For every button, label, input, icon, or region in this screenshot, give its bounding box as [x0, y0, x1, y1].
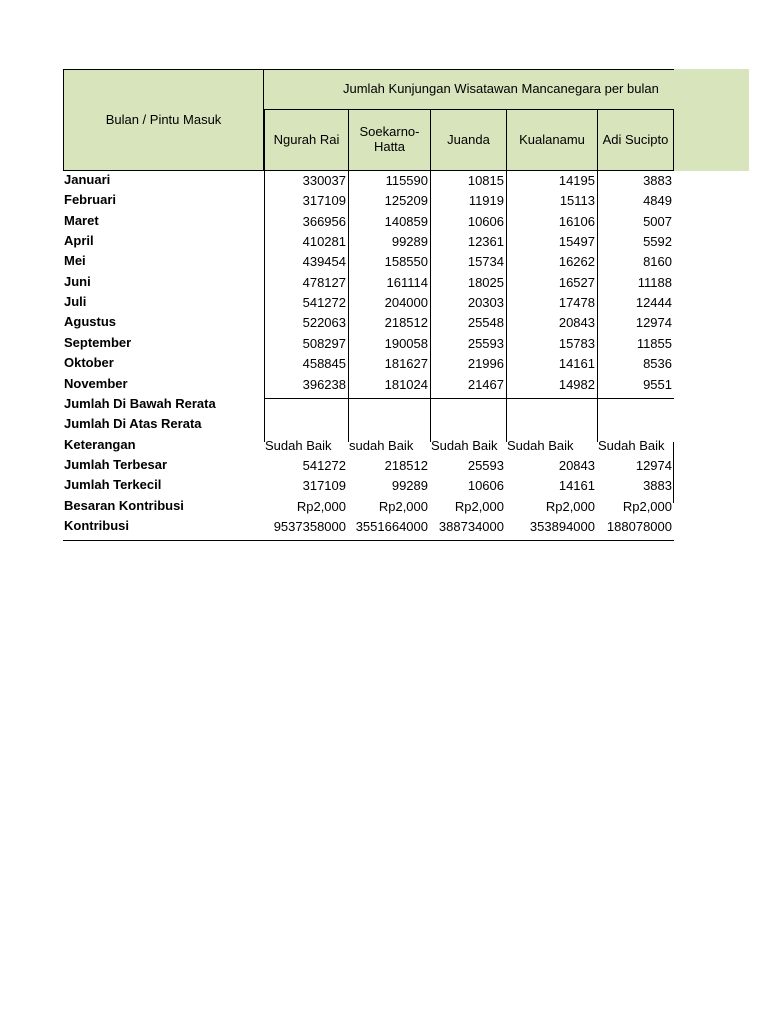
table-cell[interactable]: Rp2,000 [454, 498, 504, 514]
row-label[interactable]: Kontribusi [64, 517, 129, 533]
table-cell[interactable]: 12444 [635, 295, 672, 311]
table-cell[interactable]: 25548 [467, 315, 504, 331]
table-cell[interactable]: 115590 [385, 173, 428, 188]
table-cell[interactable]: 388734000 [438, 518, 504, 534]
table-cell[interactable]: 3883 [643, 478, 672, 494]
table-cell[interactable]: 9537358000 [273, 518, 346, 534]
table-cell[interactable]: Rp2,000 [622, 498, 672, 514]
table-cell[interactable]: 16262 [558, 254, 595, 270]
column-header-label: Soekarno- Hatta [359, 124, 420, 154]
table-cell[interactable]: 330037 [302, 173, 346, 188]
table-cell[interactable]: Rp2,000 [378, 498, 428, 514]
row-label-header: Bulan / Pintu Masuk [105, 112, 222, 127]
table-cell[interactable]: 317109 [302, 193, 346, 209]
row-label[interactable]: Keterangan [64, 436, 136, 452]
row-label[interactable]: Februari [64, 192, 117, 208]
table-cell[interactable]: 12974 [635, 457, 672, 473]
table-cell[interactable]: 161114 [386, 274, 428, 290]
table-cell[interactable]: 10606 [467, 213, 504, 229]
table-cell[interactable]: sudah Baik [349, 437, 414, 453]
table-cell[interactable]: 14982 [558, 376, 595, 392]
table-cell[interactable]: 181627 [384, 356, 428, 372]
row-label[interactable]: Jumlah Terbesar [64, 456, 168, 472]
table-cell[interactable]: 14161 [558, 356, 595, 372]
table-cell[interactable]: 16527 [558, 274, 595, 290]
table-cell[interactable]: 11919 [468, 193, 504, 209]
table-cell[interactable]: Rp2,000 [296, 498, 346, 514]
table-cell[interactable]: 158550 [384, 254, 428, 270]
table-cell[interactable]: 541272 [302, 295, 346, 311]
table-cell[interactable]: Sudah Baik [507, 437, 574, 453]
table-cell[interactable]: 458845 [302, 356, 346, 372]
table-cell[interactable]: 439454 [302, 254, 346, 270]
table-cell[interactable]: 204000 [384, 295, 428, 311]
table-cell[interactable]: 14195 [558, 173, 595, 188]
row-label[interactable]: Januari [64, 172, 111, 187]
table-cell[interactable]: Sudah Baik [598, 437, 665, 453]
table-cell[interactable]: 353894000 [529, 518, 595, 534]
table-cell[interactable]: 5007 [643, 213, 672, 229]
row-label[interactable]: Juni [64, 273, 91, 289]
table-cell[interactable]: 15783 [558, 335, 595, 351]
table-cell[interactable]: 99289 [391, 478, 428, 494]
column-header-label: Ngurah Rai [273, 132, 340, 147]
table-cell[interactable]: 317109 [302, 478, 346, 494]
table-cell[interactable]: 218512 [384, 457, 428, 473]
table-cell[interactable]: 5592 [643, 234, 672, 250]
table-cell[interactable]: 218512 [384, 315, 428, 331]
table-cell[interactable]: 15734 [467, 254, 504, 270]
grid-line [430, 398, 431, 442]
grid-line [597, 398, 598, 442]
table-cell[interactable]: Sudah Baik [431, 437, 498, 453]
table-bottom-border [63, 540, 674, 541]
column-header-cell[interactable] [348, 110, 430, 171]
table-cell[interactable]: Sudah Baik [265, 437, 332, 453]
table-cell[interactable]: 125209 [384, 193, 428, 209]
table-cell[interactable]: 21467 [467, 376, 504, 392]
row-label[interactable]: Mei [64, 253, 86, 269]
table-cell[interactable]: 14161 [558, 478, 595, 494]
table-cell[interactable]: 17478 [558, 295, 595, 311]
table-cell[interactable]: 20843 [558, 315, 595, 331]
column-header-cell[interactable] [597, 110, 674, 171]
table-cell[interactable]: 541272 [302, 457, 346, 473]
table-cell[interactable]: 12361 [467, 234, 504, 250]
table-cell[interactable]: 11855 [636, 335, 672, 351]
table-cell[interactable]: 20843 [558, 457, 595, 473]
months-bottom-border [264, 398, 674, 399]
table-cell[interactable]: 12974 [635, 315, 672, 331]
row-label[interactable]: Oktober [64, 355, 114, 371]
row-label[interactable]: Besaran Kontribusi [64, 497, 184, 513]
row-label[interactable]: April [64, 233, 94, 249]
table-cell[interactable]: 508297 [302, 335, 346, 351]
column-header-label: Adi Sucipto [602, 132, 669, 147]
table-cell[interactable]: 20303 [467, 295, 504, 311]
table-cell[interactable]: 10815 [467, 173, 504, 188]
table-cell[interactable]: 11188 [637, 274, 672, 290]
row-label[interactable]: Jumlah Di Atas Rerata [64, 416, 202, 432]
grid-line [348, 398, 349, 442]
table-cell[interactable]: 188078000 [606, 518, 672, 534]
row-label[interactable]: September [64, 334, 132, 350]
table-cell[interactable]: 16106 [558, 213, 595, 229]
table-cell[interactable]: 3551664000 [355, 518, 428, 534]
row-label[interactable]: Agustus [64, 314, 116, 330]
table-cell[interactable]: 522063 [302, 315, 346, 331]
table-cell[interactable]: 21996 [467, 356, 504, 372]
table-cell[interactable]: 9551 [643, 376, 672, 392]
column-header-cell[interactable] [506, 110, 597, 171]
table-cell[interactable]: 3883 [643, 173, 672, 188]
table-cell[interactable]: 25593 [467, 335, 504, 351]
table-cell[interactable]: 410281 [302, 234, 346, 250]
table-cell[interactable]: 396238 [302, 376, 346, 392]
row-label[interactable]: November [64, 375, 128, 391]
column-header-label: Juanda [447, 132, 490, 147]
table-cell[interactable]: 366956 [302, 213, 346, 229]
grid-line [264, 398, 265, 442]
column-header-cell[interactable] [264, 110, 348, 171]
table-cell[interactable]: 15113 [559, 193, 595, 209]
table-cell[interactable]: 190058 [384, 335, 428, 351]
table-cell[interactable]: 4849 [643, 193, 672, 209]
grid-line [506, 398, 507, 442]
table-cell[interactable]: 8160 [643, 254, 672, 270]
table-cell[interactable]: 18025 [467, 274, 504, 290]
table-cell[interactable]: 181024 [384, 376, 428, 392]
column-header-label: Kualanamu [519, 132, 585, 147]
table-cell[interactable]: 10606 [467, 478, 504, 494]
group-title: Jumlah Kunjungan Wisatawan Mancanegara per bulan [343, 81, 659, 96]
row-label[interactable]: Maret [64, 212, 99, 228]
table-cell[interactable]: 8536 [643, 356, 672, 372]
row-label[interactable]: Jumlah Di Bawah Rerata [64, 395, 216, 411]
column-header-cell[interactable] [430, 110, 506, 171]
table-cell[interactable]: 140859 [384, 213, 428, 229]
table-cell[interactable]: Rp2,000 [545, 498, 595, 514]
table-cell[interactable]: 99289 [391, 234, 428, 250]
table-cell[interactable]: 25593 [467, 457, 504, 473]
table-cell[interactable]: 478127 [302, 274, 346, 290]
row-label[interactable]: Jumlah Terkecil [64, 477, 162, 493]
row-label[interactable]: Juli [64, 294, 87, 310]
table-cell[interactable]: 15497 [558, 234, 595, 250]
